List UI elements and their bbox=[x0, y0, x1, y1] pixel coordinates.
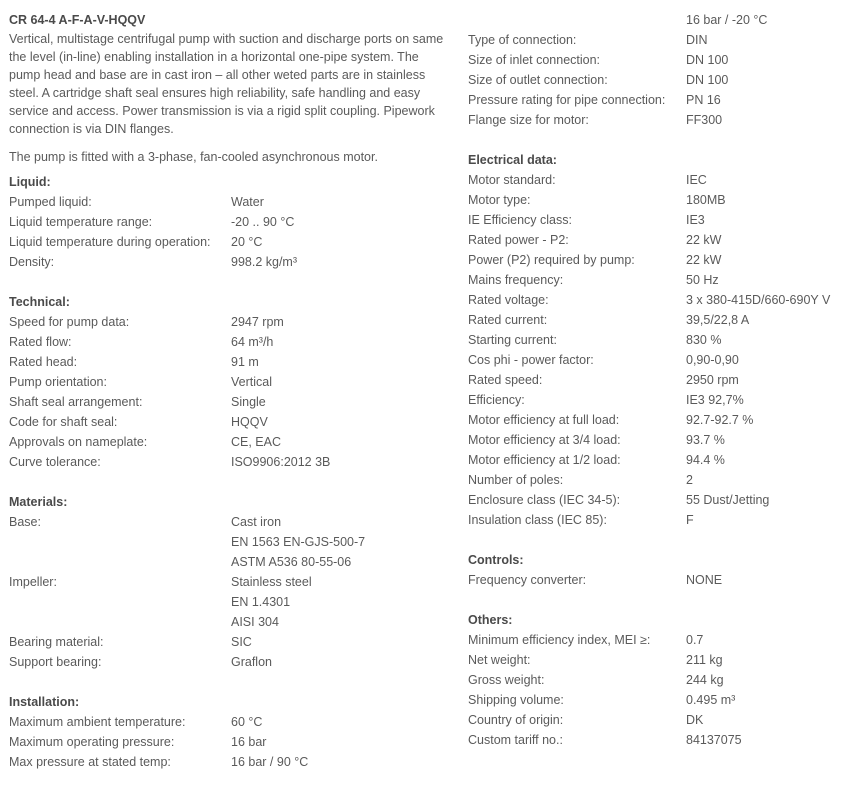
spec-value: 16 bar / -20 °C bbox=[686, 13, 768, 27]
spec-label: Rated head: bbox=[9, 355, 78, 369]
materials-heading: Materials: bbox=[9, 495, 68, 509]
spec-label: IE Efficiency class: bbox=[468, 213, 572, 227]
controls-section bbox=[468, 570, 843, 590]
spec-value: Stainless steel bbox=[231, 575, 312, 589]
spec-row bbox=[468, 690, 843, 710]
spec-value: 0.7 bbox=[686, 633, 704, 647]
spec-label: Frequency converter: bbox=[468, 573, 587, 587]
spec-value: 211 kg bbox=[686, 653, 723, 667]
spec-label: Maximum ambient temperature: bbox=[9, 715, 186, 729]
spec-value: F bbox=[686, 513, 694, 527]
spec-row bbox=[9, 512, 449, 532]
spec-label: Type of connection: bbox=[468, 33, 577, 47]
spec-value: PN 16 bbox=[686, 93, 721, 107]
spec-row bbox=[468, 490, 843, 510]
spec-row bbox=[468, 210, 843, 230]
spec-value: DK bbox=[686, 713, 704, 727]
spec-row bbox=[9, 432, 449, 452]
spec-value: 22 kW bbox=[686, 253, 722, 267]
spec-value: IE3 bbox=[686, 213, 705, 227]
spec-value: Water bbox=[231, 195, 264, 209]
controls-heading: Controls: bbox=[468, 553, 524, 567]
spec-value: DN 100 bbox=[686, 73, 729, 87]
spec-label: Pumped liquid: bbox=[9, 195, 92, 209]
spec-value: EN 1.4301 bbox=[231, 595, 291, 609]
spec-label: Support bearing: bbox=[9, 655, 102, 669]
spec-row bbox=[9, 412, 449, 432]
spec-value: 998.2 kg/m³ bbox=[231, 255, 298, 269]
spec-label: Rated speed: bbox=[468, 373, 543, 387]
electrical-section bbox=[468, 170, 843, 530]
spec-row bbox=[9, 632, 449, 652]
technical-section bbox=[9, 312, 449, 472]
spec-label: Motor type: bbox=[468, 193, 531, 207]
spec-row bbox=[468, 710, 843, 730]
spec-label: Base: bbox=[9, 515, 41, 529]
spec-row bbox=[9, 332, 449, 352]
others-heading: Others: bbox=[468, 613, 513, 627]
spec-label: Enclosure class (IEC 34-5): bbox=[468, 493, 621, 507]
spec-row bbox=[9, 592, 449, 612]
spec-row bbox=[468, 470, 843, 490]
product-title: CR 64-4 A-F-A-V-HQQV bbox=[9, 13, 146, 27]
spec-label: Size of outlet connection: bbox=[468, 73, 608, 87]
spec-value: 180MB bbox=[686, 193, 726, 207]
spec-row bbox=[468, 250, 843, 270]
spec-row bbox=[468, 110, 843, 130]
spec-label: Country of origin: bbox=[468, 713, 564, 727]
spec-row bbox=[468, 410, 843, 430]
spec-value: IE3 92,7% bbox=[686, 393, 744, 407]
spec-label: Cos phi - power factor: bbox=[468, 353, 594, 367]
spec-value: 92.7-92.7 % bbox=[686, 413, 754, 427]
spec-label: Code for shaft seal: bbox=[9, 415, 118, 429]
spec-label: Gross weight: bbox=[468, 673, 545, 687]
electrical-heading: Electrical data: bbox=[468, 153, 557, 167]
spec-value: Cast iron bbox=[231, 515, 282, 529]
spec-row bbox=[468, 330, 843, 350]
spec-row bbox=[9, 712, 449, 732]
spec-row bbox=[9, 552, 449, 572]
spec-value: 16 bar / 90 °C bbox=[231, 755, 309, 769]
spec-label: Curve tolerance: bbox=[9, 455, 101, 469]
spec-row bbox=[468, 170, 843, 190]
spec-label: Number of poles: bbox=[468, 473, 564, 487]
spec-label: Impeller: bbox=[9, 575, 57, 589]
spec-label: Starting current: bbox=[468, 333, 557, 347]
spec-row bbox=[468, 230, 843, 250]
spec-value: 22 kW bbox=[686, 233, 722, 247]
spec-value: 94.4 % bbox=[686, 453, 725, 467]
spec-value: 39,5/22,8 A bbox=[686, 313, 750, 327]
spec-row bbox=[9, 392, 449, 412]
spec-value: 91 m bbox=[231, 355, 259, 369]
spec-value: 244 kg bbox=[686, 673, 724, 687]
spec-label: Speed for pump data: bbox=[9, 315, 130, 329]
spec-label: Efficiency: bbox=[468, 393, 525, 407]
spec-label: Maximum operating pressure: bbox=[9, 735, 175, 749]
right-column bbox=[468, 0, 843, 750]
spec-row bbox=[9, 352, 449, 372]
spec-label: Insulation class (IEC 85): bbox=[468, 513, 607, 527]
spec-row bbox=[468, 670, 843, 690]
spec-value: DIN bbox=[686, 33, 708, 47]
spec-row bbox=[468, 30, 843, 50]
spec-value: ASTM A536 80-55-06 bbox=[231, 555, 352, 569]
spec-value: 50 Hz bbox=[686, 273, 719, 287]
spec-row bbox=[468, 650, 843, 670]
installation-section bbox=[9, 712, 449, 772]
spec-label: Rated power - P2: bbox=[468, 233, 569, 247]
motor-note: The pump is fitted with a 3-phase, fan-cooled asynchronous motor. bbox=[9, 150, 378, 164]
spec-value: -20 .. 90 °C bbox=[231, 215, 295, 229]
spec-label: Rated current: bbox=[468, 313, 548, 327]
spec-row bbox=[9, 612, 449, 632]
spec-row bbox=[468, 730, 843, 750]
spec-value: AISI 304 bbox=[231, 615, 279, 629]
spec-value: 60 °C bbox=[231, 715, 263, 729]
spec-label: Motor standard: bbox=[468, 173, 556, 187]
spec-label: Size of inlet connection: bbox=[468, 53, 601, 67]
spec-label: Liquid temperature range: bbox=[9, 215, 153, 229]
spec-row bbox=[468, 290, 843, 310]
spec-value: CE, EAC bbox=[231, 435, 282, 449]
materials-section bbox=[9, 512, 449, 672]
left-column bbox=[9, 0, 449, 772]
spec-row bbox=[468, 510, 843, 530]
spec-row bbox=[468, 350, 843, 370]
spec-value: 0,90-0,90 bbox=[686, 353, 739, 367]
spec-row bbox=[9, 732, 449, 752]
spec-value: 55 Dust/Jetting bbox=[686, 493, 770, 507]
installation-continued bbox=[468, 10, 843, 130]
spec-value: 2947 rpm bbox=[231, 315, 284, 329]
spec-value: 2 bbox=[686, 473, 693, 487]
spec-row bbox=[468, 370, 843, 390]
spec-row bbox=[9, 752, 449, 772]
spec-row bbox=[468, 450, 843, 470]
liquid-section bbox=[9, 192, 449, 272]
spec-value: 3 x 380-415D/660-690Y V bbox=[686, 293, 831, 307]
spec-row bbox=[468, 90, 843, 110]
spec-label: Mains frequency: bbox=[468, 273, 564, 287]
spec-label: Net weight: bbox=[468, 653, 531, 667]
spec-value: HQQV bbox=[231, 415, 268, 429]
spec-label: Pressure rating for pipe connection: bbox=[468, 93, 666, 107]
others-section bbox=[468, 630, 843, 750]
spec-row bbox=[9, 452, 449, 472]
spec-value: ISO9906:2012 3B bbox=[231, 455, 331, 469]
spec-label: Max pressure at stated temp: bbox=[9, 755, 171, 769]
spec-row bbox=[9, 252, 449, 272]
spec-value: 0.495 m³ bbox=[686, 693, 736, 707]
spec-row bbox=[9, 572, 449, 592]
spec-row bbox=[9, 212, 449, 232]
spec-row bbox=[468, 270, 843, 290]
spec-row bbox=[468, 190, 843, 210]
spec-row bbox=[468, 70, 843, 90]
spec-value: FF300 bbox=[686, 113, 723, 127]
spec-label: Density: bbox=[9, 255, 55, 269]
spec-row bbox=[468, 570, 843, 590]
product-description: Vertical, multistage centrifugal pump with suction and discharge ports on same the level (in-line) enabling installation in a horizontal one-pipe system. The pump head and base are in cast iron – all other weted parts are in stainless steel. A cartridge shaft seal ensures high reliability, safe handling and easy service and access. Power transmission is via a rigid split coupling. Pipework connection is via DIN flanges. bbox=[9, 32, 444, 136]
spec-value: 20 °C bbox=[231, 235, 263, 249]
liquid-heading: Liquid: bbox=[9, 175, 51, 189]
spec-row bbox=[468, 630, 843, 650]
spec-row bbox=[468, 430, 843, 450]
spec-row bbox=[9, 532, 449, 552]
spec-label: Rated voltage: bbox=[468, 293, 549, 307]
spec-label: Rated flow: bbox=[9, 335, 72, 349]
spec-label: Shipping volume: bbox=[468, 693, 564, 707]
spec-value: Vertical bbox=[231, 375, 272, 389]
spec-value: DN 100 bbox=[686, 53, 729, 67]
spec-row bbox=[468, 50, 843, 70]
spec-label: Liquid temperature during operation: bbox=[9, 235, 211, 249]
spec-label: Flange size for motor: bbox=[468, 113, 589, 127]
spec-label: Power (P2) required by pump: bbox=[468, 253, 635, 267]
spec-label: Bearing material: bbox=[9, 635, 104, 649]
spec-row bbox=[9, 192, 449, 212]
spec-row bbox=[9, 652, 449, 672]
spec-value: 830 % bbox=[686, 333, 722, 347]
spec-value: SIC bbox=[231, 635, 252, 649]
spec-row bbox=[9, 372, 449, 392]
spec-row bbox=[468, 10, 843, 30]
spec-value: 2950 rpm bbox=[686, 373, 739, 387]
spec-value: EN 1563 EN-GJS-500-7 bbox=[231, 535, 366, 549]
spec-value: 93.7 % bbox=[686, 433, 725, 447]
spec-value: Single bbox=[231, 395, 266, 409]
spec-row bbox=[9, 232, 449, 252]
spec-value: 84137075 bbox=[686, 733, 742, 747]
installation-heading: Installation: bbox=[9, 695, 80, 709]
spec-row bbox=[9, 312, 449, 332]
spec-value: NONE bbox=[686, 573, 723, 587]
spec-label: Pump orientation: bbox=[9, 375, 107, 389]
spec-label: Motor efficiency at full load: bbox=[468, 413, 620, 427]
spec-value: 64 m³/h bbox=[231, 335, 274, 349]
spec-row bbox=[468, 390, 843, 410]
spec-row bbox=[468, 310, 843, 330]
spec-label: Motor efficiency at 3/4 load: bbox=[468, 433, 621, 447]
spec-value: IEC bbox=[686, 173, 707, 187]
spec-label: Minimum efficiency index, MEI ≥: bbox=[468, 633, 651, 647]
technical-heading: Technical: bbox=[9, 295, 70, 309]
spec-label: Shaft seal arrangement: bbox=[9, 395, 143, 409]
spec-label: Approvals on nameplate: bbox=[9, 435, 148, 449]
spec-value: 16 bar bbox=[231, 735, 267, 749]
spec-value: Graflon bbox=[231, 655, 272, 669]
spec-label: Motor efficiency at 1/2 load: bbox=[468, 453, 621, 467]
spec-label: Custom tariff no.: bbox=[468, 733, 563, 747]
